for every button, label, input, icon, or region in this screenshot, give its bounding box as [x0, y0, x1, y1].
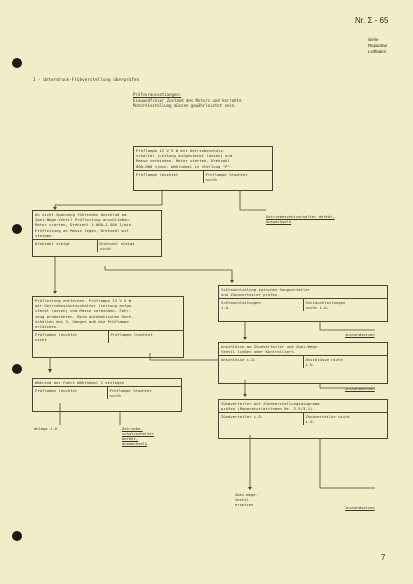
step-2-text: An nicht Spannung führenden Anschluß am Zwei-Wege-Ventil Prüfleitung anschließen. Motor starten, Drehzahl 1.000–1.500 1/min. Prüfleitung an Masse legen, Drehzahl mit steigen. [35, 212, 134, 238]
section-title: I - Unterdruck-Frühverstellung überprüfen [33, 78, 140, 83]
step-2-cell-b: Drehzahl steigt nicht [97, 240, 162, 252]
step-4-cell-b: Prüflampe leuchtet nicht [107, 387, 182, 399]
preconditions: Prüfvoraussetzungen: Einwandfreier Zustand des Motors und korrekte Motoreinstellung müssen gewährleistet sein. [133, 92, 242, 109]
step-6-cell-a: Anschlüsse i.O. [221, 357, 257, 363]
step-box-3 [32, 296, 184, 358]
step-4-note: Getriebe- schutzschalter defekt, auswechseln [122, 426, 155, 446]
step-4-cell-a: Prüflampe leuchtet [35, 388, 78, 394]
step-7-text: Zündverteiler auf Zündverstellungsdiagramm prüfen (Reparaturleitfaden Nr. 2.5/3-1). [221, 401, 320, 412]
step-6-text: Anschlüsse am Zündverteiler und Zwei-Wege- Ventil ließen oder Kontrolliert. [221, 344, 320, 355]
step-1-note: Getriebeschutzschalter defekt, auswechseln [266, 214, 335, 224]
step-1-text: Prüflampe 12 V 5 W mit Getriebeschutz- schalter (Leitung aufgesteckt lassen) und Masse verbinden. Motor starten, Drehzahl 800–900 1/min. Wählhebel in Stellung "P". [136, 148, 233, 169]
side-reference: siehe Reparatur Leitfaden [368, 37, 388, 54]
step-box-6 [218, 342, 388, 384]
step-1-cell-a: Prüflampe leuchtet [136, 171, 179, 177]
step-7-note: instandsetzen [345, 505, 375, 510]
step-box-7 [218, 399, 388, 439]
step-5-text: Schlauchleitung zwischen Saugverteiler und Zündverteiler prüfen. [221, 287, 311, 298]
step-4-text: Während der Fahrt Wählhebel 2 einlegen [35, 380, 125, 385]
page-number: 7 [381, 553, 386, 562]
step-1-cell-b: Prüflampe leuchtet nicht [203, 171, 273, 183]
step-7-cell-b: Zündverteiler nicht i.O. [303, 413, 388, 425]
step-5-cell-b: Schlauchleitungen nicht i.O. [303, 299, 388, 311]
step-2-cell-a: Drehzahl steigt [35, 241, 71, 247]
step-box-5 [218, 285, 388, 322]
step-box-1 [133, 146, 273, 191]
document-number: Nr. Σ - 65 [355, 16, 389, 25]
step-3-cell-b: Prüflampe leuchtet [108, 331, 184, 343]
step-6-note: instandsetzen [345, 386, 375, 391]
step-3-cell-a: Prüflampe leuchtet nicht [35, 332, 78, 343]
step-3-text: Prüfleitung entfernen. Prüflampe 12 V 5 W mit Getriebeschutzschalter (Leitung aufge- steckt lassen) und Masse verbinden. Fahr- zeug probefahren. Beim automatischen Hoch- schalten des 3. Ganges muß die Prüflampe erlöschen. [35, 298, 134, 330]
step-4-end-ok: Anlage i.O. [34, 426, 60, 431]
step-box-2 [32, 210, 162, 257]
step-7-end-valve: Zwei-Wege- Ventil ersetzen [235, 492, 258, 507]
step-5-cell-a: Schlauchleitungen i.O. [221, 300, 261, 311]
step-5-note: instandsetzen [345, 332, 375, 337]
step-7-cell-a: Zündverteiler i.O. [221, 414, 264, 420]
step-6-cell-b: Anschlüsse nicht i.O. [303, 356, 388, 368]
step-box-4 [32, 378, 182, 412]
